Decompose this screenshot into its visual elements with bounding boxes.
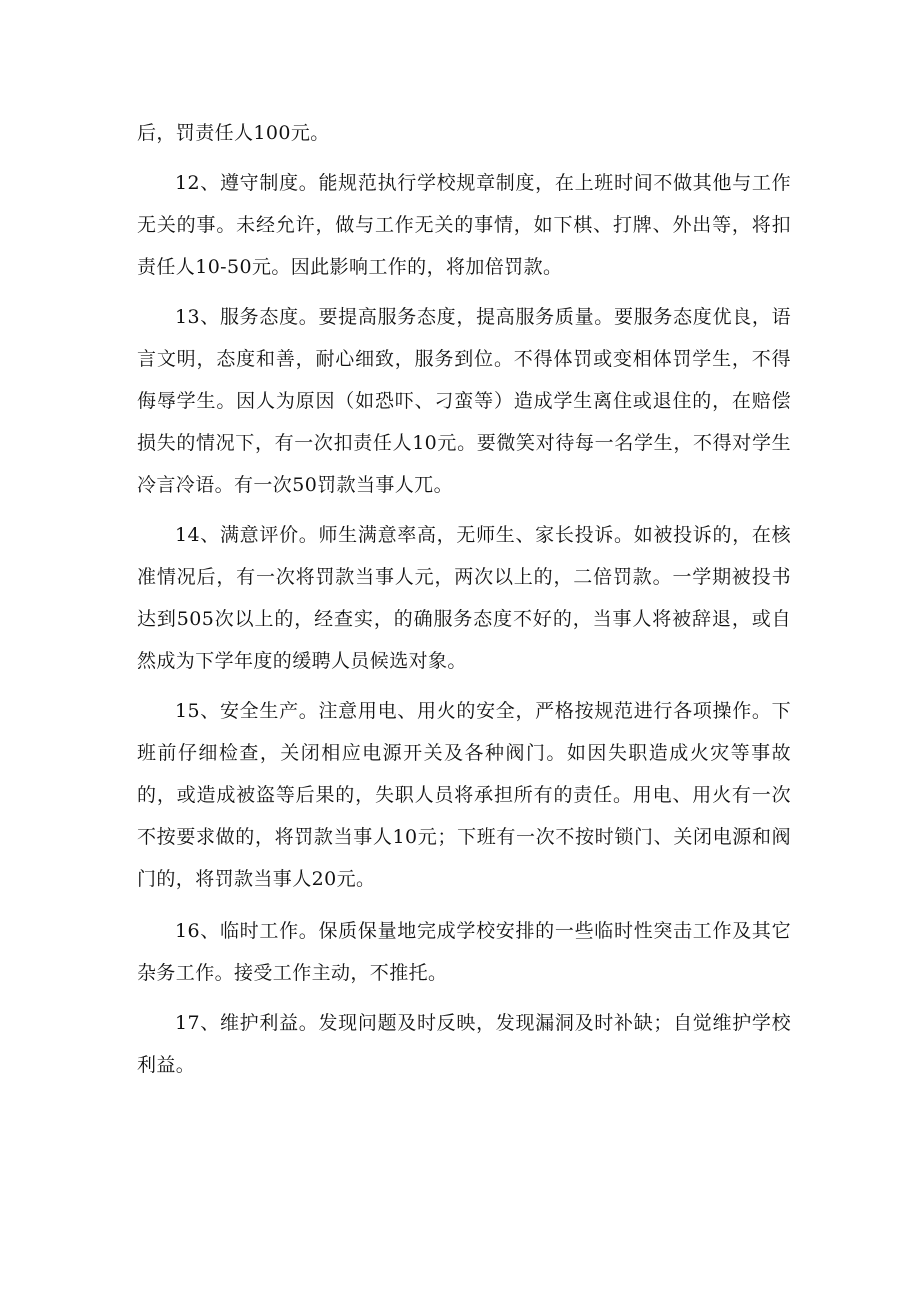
paragraph-item-16: 16、临时工作。保质保量地完成学校安排的一些临时性突击工作及其它杂务工作。接受工作主动，不推托。 [137, 920, 791, 984]
document-body [137, 112, 791, 1086]
paragraph-item-13: 13、服务态度。要提高服务态度，提高服务质量。要服务态度优良，语言文明，态度和善，耐心细致，服务到位。不得体罚或变相体罚学生，不得侮辱学生。因人为原因（如恐吓、刁蛮等）造成学生离住或退住的，在赔偿损失的情况下，有一次扣责任人10元。要微笑对待每一名学生，不得对学生冷言冷语。有一次50罚款当事人兀。 [137, 306, 791, 496]
paragraph-item-12: 12、遵守制度。能规范执行学校规章制度，在上班时间不做其他与工作无关的事。未经允许，做与工作无关的事情，如下棋、打牌、外出等，将扣责任人10-50元。因此影响工作的，将加倍罚款。 [137, 172, 791, 278]
paragraph-item-15: 15、安全生产。注意用电、用火的安全，严格按规范进行各项操作。下班前仔细检查，关闭相应电源开关及各种阀门。如因失职造成火灾等事故的，或造成被盗等后果的，失职人员将承担所有的责任。用电、用火有一次不按要求做的，将罚款当事人10元；下班有一次不按时锁门、关闭电源和阀门的，将罚款当事人20元。 [137, 700, 791, 890]
paragraph-item-17: 17、维护利益。发现问题及时反映，发现漏洞及时补缺；自觉维护学校利益。 [137, 1012, 791, 1076]
paragraph-continuation: 后，罚责任人100元。 [137, 122, 330, 144]
paragraph-item-14: 14、满意评价。师生满意率高，无师生、家长投诉。如被投诉的，在核准情况后，有一次将罚款当事人元，两次以上的，二倍罚款。一学期被投书达到505次以上的，经查实，的确服务态度不好的，当事人将被辞退，或自然成为下学年度的缓聘人员候选对象。 [137, 524, 791, 672]
